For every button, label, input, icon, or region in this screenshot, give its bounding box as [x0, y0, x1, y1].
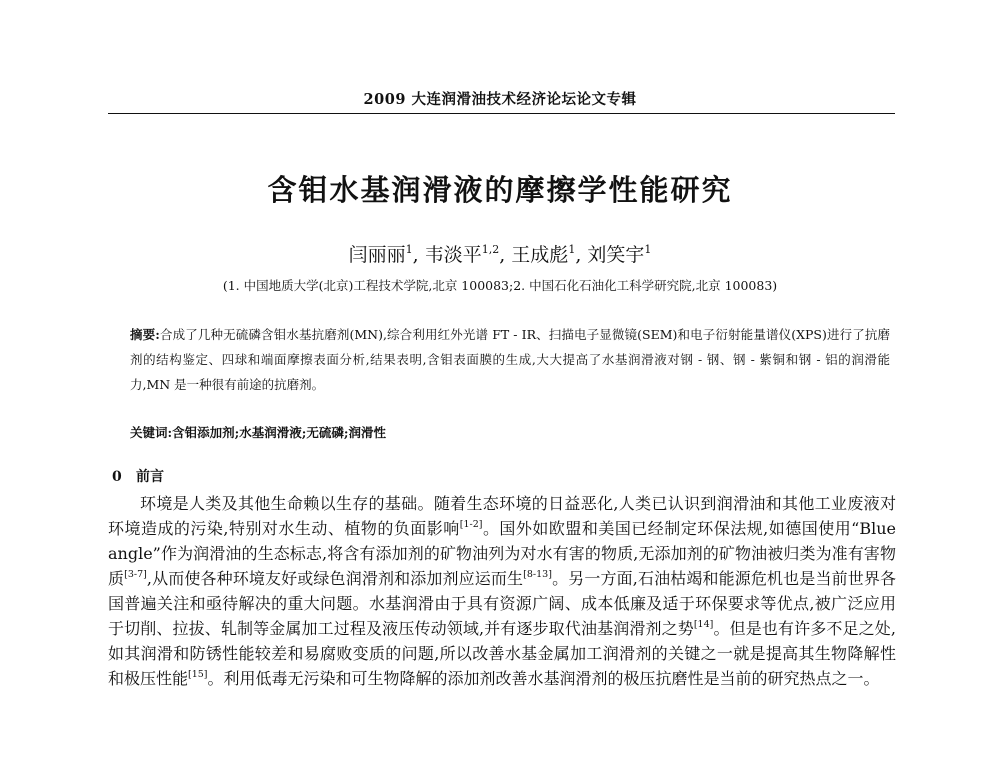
keywords — [130, 423, 386, 441]
keywords-label: 关键词: — [130, 425, 173, 440]
body-sentence: 。但是也有许多不足之处,如其润滑和防锈性能较差和易腐败变质的问题,所以改善水基金属加工润滑剂的关键之一就是提高其生物降解性和极压性能 — [108, 619, 896, 688]
header-rule — [108, 113, 895, 114]
abstract — [130, 322, 890, 397]
body-sentence: 。利用低毒无污染和可生物降解的添加剂改善水基润滑剂的极压抗磨性是当前的研究热点之一。 — [207, 669, 880, 688]
author-name: 王成彪 — [511, 244, 569, 266]
abstract-label: 摘要: — [130, 327, 160, 342]
running-header: 2009 大连润滑油技术经济论坛论文专辑 — [363, 91, 637, 108]
section-title: 前言 — [136, 469, 164, 485]
abstract-text: 合成了几种无硫磷含钼水基抗磨剂(MN),综合利用红外光谱 FT - IR、扫描电子显微镜(SEM)和电子衍射能量谱仪(XPS)进行了抗磨剂的结构鉴定、四球和端面摩擦表面分析,结果表明,含钼表面膜的生成,大大提高了水基润滑液对钢 - 钢、钢 - 紫铜和钢 - 铝的润滑能力,MN 是一种很有前途的抗磨剂。 — [130, 327, 890, 392]
author-affil-mark: 1 — [405, 243, 413, 256]
body-sentence: 。另一方面,石油枯竭和能源危机也是当前世界各国普遍关注和亟待解决的重大问题。水基润滑由于具有资源广阔、成本低廉及适于环保要求等优点,被广泛应用于切削、拉拔、轧制等金属加工过程及液压传动领域,并有逐步取代油基润滑剂之势 — [108, 569, 896, 638]
citation: [3-7] — [124, 569, 147, 580]
citation: [14] — [693, 619, 714, 630]
section-heading — [112, 466, 164, 486]
author-name: 韦淡平 — [424, 244, 482, 266]
affiliation: (1. 中国地质大学(北京)工程技术学院,北京 100083;2. 中国石化石油化工科学研究院,北京 100083) — [222, 278, 778, 293]
body-sentence: 。国外如欧盟和美国已经制定环保法规,如德国使用“Blue angle”作为润滑油的生态标志,将含有添加剂的矿物油列为对水有害的物质,无添加剂的矿物油被归类为准有害物质 — [108, 519, 896, 588]
author-name: 刘笑宇 — [587, 244, 645, 266]
citation: [15] — [188, 669, 208, 680]
body-paragraph — [108, 491, 896, 760]
citation: [1-2] — [459, 519, 483, 530]
keywords-text: 含钼添加剂;水基润滑液;无硫磷;润滑性 — [172, 425, 386, 440]
author-list: 闫丽丽$^1$, 韦淡平$^{1,2}$, 王成彪$^1$, 刘笑宇$^1$ — [348, 243, 652, 266]
citation: [8-13] — [523, 569, 552, 580]
author-affil-mark: 1 — [568, 243, 576, 256]
author-affil-mark: 1,2 — [481, 243, 500, 256]
section-number: 0 — [112, 469, 122, 485]
author-name: 闫丽丽 — [348, 244, 406, 266]
author-affil-mark: 1 — [644, 243, 652, 256]
body-sentence: ,从而使各种环境友好或绿色润滑剂和添加剂应运而生 — [146, 569, 524, 588]
body-sentence: 环境是人类及其他生命赖以生存的基础。随着生态环境的日益恶化,人类已认识到润滑油和其他工业废液对环境造成的污染,特别对水生动、植物的负面影响 — [108, 494, 896, 538]
paper-title: 含钼水基润滑液的摩擦学性能研究 — [267, 173, 733, 207]
